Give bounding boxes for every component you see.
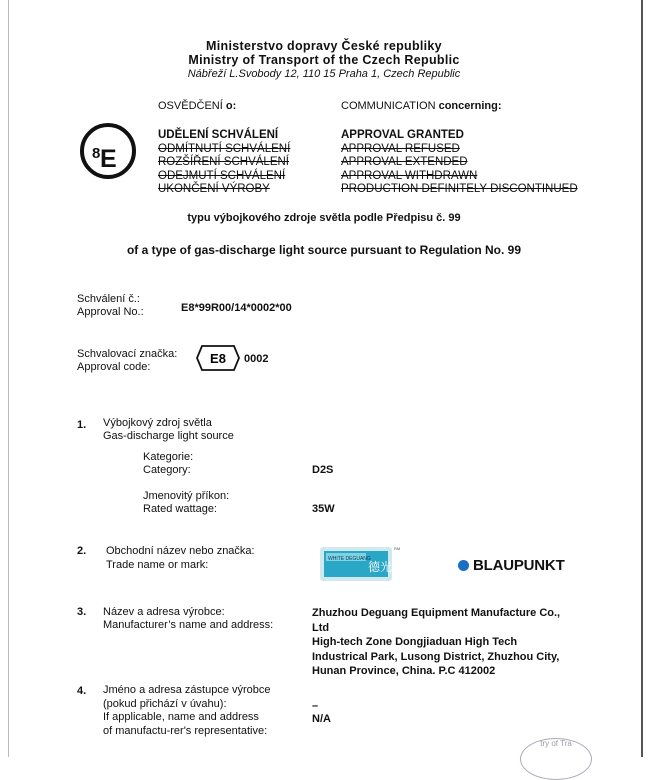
item1-number: 1. [77,419,87,431]
approval-hexagon-text: E8 [210,351,226,366]
status-cz-granted: UDĚLENÍ SCHVÁLENÍ [158,129,279,141]
approval-no-label-cz: Schválení č.: [77,293,140,305]
e-mark-letter: E [100,145,117,173]
item2-label-cz: Obchodní název nebo značka: [106,545,255,557]
wattage-label [143,490,229,516]
status-cz-discontinued: UKONČENÍ VÝROBY [158,183,270,196]
approval-code-label [77,348,177,374]
approval-hexagon-mark-icon [196,345,240,371]
item1-label-cz: Výbojkový zdroj světla [103,417,212,429]
subject-en: of a type of gas-discharge light source pursuant to Regulation No. 99 [126,243,522,257]
approval-no-value: E8*99R00/14*0002*00 [181,302,292,314]
blaupunkt-dot-icon [458,560,469,571]
status-cz-refused: ODMÍTNUTÍ SCHVÁLENÍ [158,142,291,155]
item3-label [103,606,273,632]
representative-value: N/A [312,713,331,725]
item4-label-line-3: If applicable, name and address [103,711,259,723]
status-list-cz [158,129,290,197]
approval-code-value: 0002 [244,353,269,365]
e-mark-circle-icon [80,123,136,179]
representative-dash: – [312,700,319,712]
status-en-extended: APPROVAL EXTENDED [341,156,468,169]
ministry-name-cz: Ministerstvo dopravy České republiky [206,39,442,53]
item4-label-line-2: (pokud přichází v úvahu): [103,697,227,710]
status-list-en [341,129,578,197]
ministry-address: Nábřeží L.Svobody 12, 110 15 Praha 1, Czech Republic [187,68,461,80]
status-en-refused: APPROVAL REFUSED [341,142,460,155]
approval-no-label-en: Approval No.: [77,306,144,318]
stamp-text: try of Tra [540,739,572,748]
wattage-label-cz: Jmenovitý příkon: [143,490,230,502]
status-en-discontinued: PRODUCTION DEFINITELY DISCONTINUED [341,183,578,196]
manufacturer-line-2: Ltd [312,621,330,634]
item4-label-line-4: of manufactu-rer's representative: [103,724,268,737]
manufacturer-line-3: High-tech Zone Dongjiaduan High Tech [312,636,518,648]
item1-label [103,417,234,443]
communication-en [341,100,502,112]
approval-code-label-cz: Schvalovací značka: [77,348,178,360]
item2-label-en: Trade name or mark: [106,558,209,571]
deguang-logo-rm: RM [394,546,400,551]
communication-cz-o: o: [225,100,237,112]
item4-label [103,684,271,738]
manufacturer-address [312,606,560,679]
manufacturer-line-4: Industrical Park, Lusong District, Zhuzhou City, [312,650,560,663]
category-label-en: Category: [143,464,191,476]
item3-number: 3. [77,606,87,618]
item3-label-en: Manufacturer’s name and address: [103,619,274,631]
item4-label-line-1: Jméno a adresa zástupce výrobce [103,684,271,696]
item2-number: 2. [77,545,87,557]
category-label [143,451,193,477]
communication-en-label: COMMUNICATION [341,100,436,112]
status-en-granted: APPROVAL GRANTED [341,129,464,141]
status-cz-withdrawn: ODEJMUTÍ SCHVÁLENÍ [158,169,286,182]
blaupunkt-logo [458,557,565,574]
item2-label [106,545,255,572]
wattage-label-en: Rated wattage: [143,503,217,515]
deguang-logo-text: WHITE DEGUANG [328,556,371,562]
category-label-cz: Kategorie: [143,451,194,463]
communication-cz-label: OSVĚDČENÍ [158,100,223,112]
communication-en-concerning: concerning: [438,100,502,112]
item4-number: 4. [77,685,87,697]
manufacturer-line-1: Zhuzhou Deguang Equipment Manufacture Co., [312,607,561,619]
item1-label-en: Gas-discharge light source [103,430,234,442]
communication-cz [158,100,236,112]
category-value: D2S [312,464,334,476]
approval-no-label [77,293,144,319]
item3-label-cz: Název a adresa výrobce: [103,606,225,618]
ministry-name-en: Ministry of Transport of the Czech Republic [188,53,460,67]
e-mark-number: 8 [92,145,101,162]
status-cz-extended: ROZŠÍŘENÍ SCHVÁLENÍ [158,156,289,169]
deguang-logo-icon [318,543,400,583]
subject-cz: typu výbojkového zdroje světla podle Předpisu č. 99 [187,212,461,224]
official-stamp [520,738,592,780]
wattage-value: 35W [312,503,335,515]
deguang-logo-chars: 德光 [368,560,393,574]
blaupunkt-text: BLAUPUNKT [473,557,565,574]
approval-code-label-en: Approval code: [77,361,151,373]
status-en-withdrawn: APPROVAL WITHDRAWN [341,169,478,182]
manufacturer-line-5: Hunan Province, China. P.C 412002 [312,665,496,677]
